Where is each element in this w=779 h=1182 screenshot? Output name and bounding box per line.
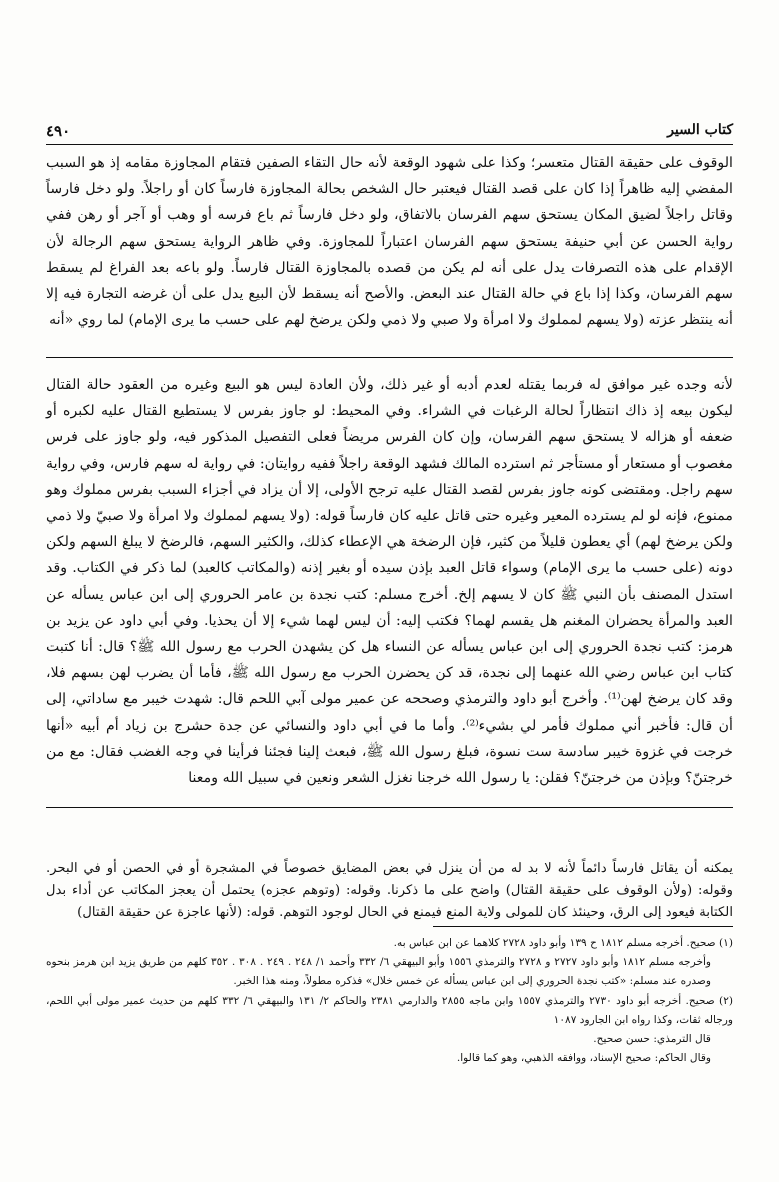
footnote-2-tirmidhi: قال الترمذي: حسن صحيح.	[593, 1033, 711, 1046]
footnote-2-hakim: وقال الحاكم: صحيح الإسناد، ووافقه الذهبي، وهو كما قالوا.	[456, 1052, 711, 1065]
section-divider	[46, 357, 733, 358]
commentary-divider	[46, 807, 733, 808]
main-text-bottom	[46, 372, 733, 791]
page-number: ٤٩٠	[46, 122, 71, 140]
commentary-text	[46, 858, 733, 924]
main-paragraph-bottom: لأنه وجده غير موافق له فربما يقتله لعدم أدبه أو غير ذلك، ولأن العادة ليس هو البيع وغيره من العقود حالة القتال ليكون بيعه إذ ذاك انتظاراً لحالة الرغبات في الشراء. وفي المحيط: لو جاوز بفرس لا يستطيع القتال عليه لكبره أو ضعفه أو هزاله لا يستحق سهم الفرسان، وإن كان الفرس مريضاً فعلى التفصيل المذكور فيه، ولو جاوز على فرس مغصوب أو مستعار أو مستأجر ثم استرده المالك فشهد الوقعة راجلاً ففيه روايتان: في رواية له سهم فارس، وفي رواية سهم راجل. ومقتضى كونه جاوز بفرس لقصد القتال عليه ترجح الأولى، إلا أن يزاد في أجزاء السبب بفرس مملوك وهو ممنوع، فإنه لو لم يسترده المعير وغيره حتى قاتل عليه كان فارساً قوله: (ولا يسهم لمملوك ولا امرأة ولا صبيّ ولا ذمي ولكن يرضخ لهم) أي يعطون قليلاً من كثير، فإن الرضخة هي الإعطاء كذلك، والكثير السهم، فالرضخ لا يبلغ السهم ولكن دونه (على حسب ما يرى الإمام) وسواء قاتل العبد بإذن سيده أو بغير إذنه (والمكاتب كالعبد) لما ذكر في الكتاب. وقد استدل المصنف بأن النبي ﷺ كان لا يسهم إلخ. أخرج مسلم: كتب نجدة بن عامر الحروري إلى ابن عباس يسأله عن العبد والمرأة يحضران المغنم هل يقسم لهما؟ فكتب إليه: أن ليس لهما شيء إلا أن يحذيا. وفي أبي داود عن يزيد بن هرمز: كتب نجدة الحروري إلى ابن عباس يسأله عن النساء هل كن يشهدن الحرب مع رسول الله ﷺ؟ قال: أنا كتبت كتاب ابن عباس رضي الله عنهما إلى نجدة، قد كن يحضرن الحرب مع رسول الله ﷺ، فأما أن يضرب لهن بسهم فلا، وقد كان يرضخ لهن⁽¹⁾. وأخرج أبو داود والترمذي وصححه عن عمير مولى آبي اللحم قال: شهدت خيبر مع ساداتي، إلى أن قال: فأخبر أني مملوك فأمر لي بشيء⁽²⁾. وأما ما في أبي داود والنسائي عن جدة حشرج بن زياد أم أبيه «أنها خرجت في غزوة خيبر سادسة ست نسوة، فبلغ رسول الله ﷺ، فبعث إلينا فجئنا فرأينا في وجه الغضب فقال: مع من خرجتنّ؟ وبإذن من خرجتنّ؟ فقلن: يا رسول الله خرجنا نغزل الشعر ونعين في سبيل الله ومعنا	[46, 377, 733, 787]
footnotes	[46, 934, 733, 1068]
footnote-2: (٢) صحيح. أخرجه أبو داود ٢٧٣٠ والترمذي ١٥٥٧ وابن ماجه ٢٨٥٥ والدارمي ٢٣٨١ والحاكم ٢/ ١٣١ والبيهقي ٦/ ٣٣٢ كلهم من حديث عمير مولى أبي اللحم، ورجاله ثقات، وكذا رواه ابن الجارود ١٠٨٧	[46, 994, 734, 1026]
running-title: كتاب السير	[667, 122, 733, 138]
main-text-top	[46, 150, 733, 333]
commentary-paragraph: يمكنه أن يقاتل فارساً دائماً لأنه لا بد له من أن ينزل في بعض المضايق خصوصاً في المشجرة أو في الحصن أو في البحر. وقوله: (ولأن الوقوف على حقيقة القتال) واضح على ما ذكرنا. وقوله: (وتوهم عجزه) يحتمل أن يعجز المكاتب عن أداء بدل الكتابة فيعود إلى الرق، وحينئذ كان للمولى ولاية المنع فيمنع في الحال لوجود التوهم. قوله: (لأنها عاجزة عن حقيقة القتال)	[46, 861, 733, 920]
footnote-1: (١) صحيح. أخرجه مسلم ١٨١٢ ح ١٣٩ وأبو داود ٢٧٢٨ كلاهما عن ابن عباس به.	[393, 937, 733, 949]
main-paragraph-top: الوقوف على حقيقة القتال متعسر؛ وكذا على شهود الوقعة لأنه حال التقاء الصفين فتقام المجاوزة مقامه إذ هو السبب المفضي إليه ظاهراً إذا كان على قصد القتال فيعتبر حال الشخص بحالة المجاوزة فارساً كان أو راجلاً. ولو دخل فارساً وقاتل راجلاً لضيق المكان يستحق سهم الفرسان بالاتفاق، ولو دخل فارساً ثم باع فرسه أو وهب أو آجر أو رهن ففي رواية الحسن عن أبي حنيفة يستحق سهم الفرسان اعتباراً للمجاوزة. وفي ظاهر الرواية يستحق سهم الرجالة لأن الإقدام على هذه التصرفات يدل على أنه لم يكن من قصده بالمجاوزة القتال فارساً. ولو باعه بعد الفراغ لم يسقط سهم الفرسان، وكذا إذا باع في حالة القتال عند البعض. والأصح أنه يسقط لأن البيع يدل على أن غرضه التجارة فيه إلا أنه ينتظر عزته (ولا يسهم لمملوك ولا امرأة ولا صبي ولا ذمي ولكن يرضخ لهم على حسب ما يرى الإمام) لما روي «أنه	[46, 155, 733, 329]
footnote-1-continued: وأخرجه مسلم ١٨١٢ وأبو داود ٢٧٢٧ و ٢٧٢٨ والترمذي ١٥٥٦ وأبو البيهقي ٦/ ٣٣٢ وأحمد ١/ ٢٤٨ . ٢٤٩ . ٣٠٨ . ٣٥٢ كلهم من طريق يزيد ابن هرمز بنحوه وصدره عند مسلم: «كتب نجدة الحروري إلى ابن عباس يسأله عن خمس خلال» فذكره مطولاً، ومنه هذا الخبر.	[46, 956, 712, 988]
page-header	[46, 122, 733, 145]
footnote-divider	[433, 926, 733, 927]
